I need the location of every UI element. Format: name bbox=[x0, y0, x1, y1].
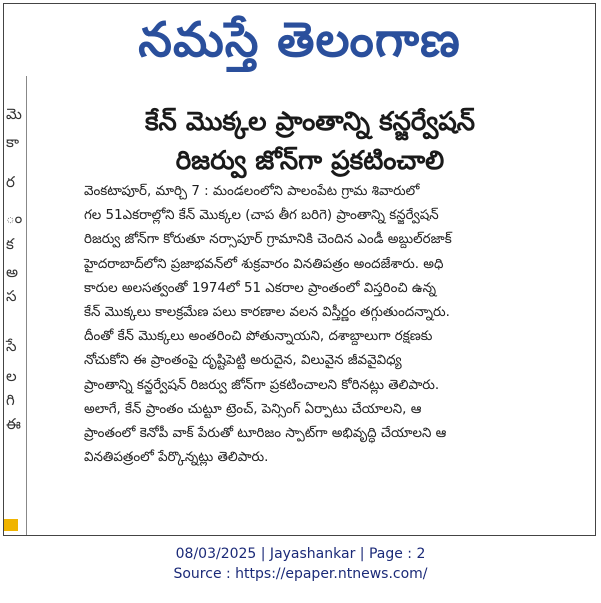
article-line: నోచుకోని ఈ ప్రాంతంపై దృష్టిపెట్టి అరుదైన, విలువైన జీవవైవిధ్య bbox=[84, 353, 402, 369]
newspaper-masthead: నమస్తే తెలంగాణ bbox=[138, 12, 461, 68]
article-line: అలాగే, కేన్ ప్రాంతం చుట్టూ ట్రెంచ్, పెన్సింగ్ ఏర్పాటు చేయాలని, ఆ bbox=[84, 401, 422, 417]
article-body bbox=[84, 180, 581, 470]
strip-glyph: స bbox=[6, 287, 17, 305]
clipping-source: Source : https://epaper.ntnews.com/ bbox=[173, 566, 428, 582]
strip-glyph: క bbox=[6, 235, 14, 253]
article-line: ప్రాంతాన్ని కన్జర్వేషన్ రిజర్వు జోన్‌గా ప్రకటించాలని కోరినట్లు తెలిపారు. bbox=[84, 377, 440, 393]
article-line: కేన్ మొక్కలు కాలక్రమేణ పలు కారణాల వలన విస్తీర్ణం తగ్గుతుందన్నారు. bbox=[84, 305, 450, 321]
article-line: ప్రాంతంలో కెనోపీ వాక్ పేరుతో టూరిజం స్పాట్‌గా అభివృద్ధి చేయాలని ఆ bbox=[84, 426, 447, 442]
article-line: రిజర్వు జోన్‌గా కోరుతూ నర్సాపూర్ గ్రామానికి చెందిన ఎండీ అబ్దుల్‌రజాక్ bbox=[84, 232, 452, 248]
strip-glyph: అ bbox=[6, 263, 19, 281]
clipping-date-info: 08/03/2025 | Jayashankar | Page : 2 bbox=[175, 546, 426, 562]
headline-line-2: రిజర్వు జోన్‌గా ప్రకటించాలి bbox=[175, 146, 445, 176]
strip-glyph: గి bbox=[6, 391, 15, 409]
article-line: గల 51ఎకరాల్లోని కేన్ మొక్కల (చాప తీగ బరిగె) ప్రాంతాన్ని కన్జర్వేషన్ bbox=[84, 208, 439, 224]
strip-glyph: ఈ bbox=[6, 415, 21, 433]
strip-glyph: మె bbox=[6, 105, 22, 123]
article-line: హైదరాబాద్‌లోని ప్రజాభవన్‌లో శుక్రవారం వినతిపత్రం అందజేశారు. అధి bbox=[84, 256, 444, 272]
strip-glyph: కా bbox=[6, 133, 20, 151]
article-line: దీంతో కేన్ మొక్కలు అంతరించి పోతున్నాయని, దశాబ్దాలుగా రక్షణకు bbox=[84, 329, 433, 345]
strip-glyph: సే bbox=[6, 337, 17, 355]
article-line: కారుల అలసత్వంతో 1974లో 51 ఎకరాల ప్రాంతంలో విస్తరించి ఉన్న bbox=[84, 280, 436, 296]
adjacent-column-strip bbox=[4, 76, 27, 535]
article-line: వినతిపత్రంలో పేర్కొన్నట్లు తెలిపారు. bbox=[84, 450, 269, 466]
headline-line-1: కేన్ మొక్కల ప్రాంతాన్ని కన్జర్వేషన్ bbox=[144, 107, 476, 137]
article-line: వెంకటాపూర్, మార్చి 7 : మండలంలోని పాలంపేట గ్రామ శివారులో bbox=[84, 184, 420, 199]
strip-glyph: ం bbox=[6, 209, 23, 227]
column-marker bbox=[4, 519, 18, 531]
strip-glyph: ర bbox=[6, 173, 15, 191]
strip-glyph: ల bbox=[6, 367, 17, 385]
